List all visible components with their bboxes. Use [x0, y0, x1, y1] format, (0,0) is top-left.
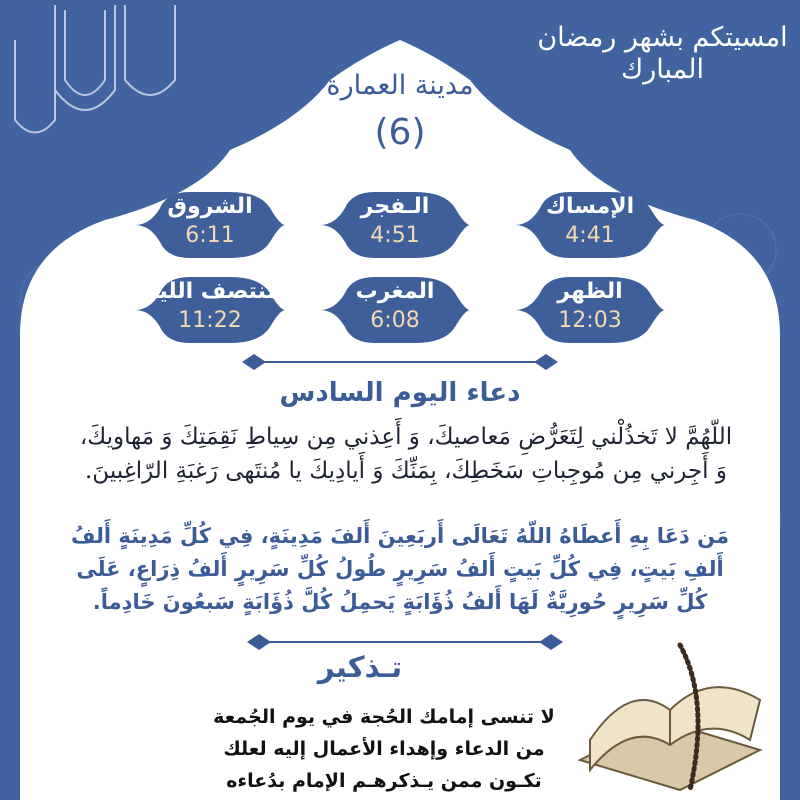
reminder-line: تكـون ممن يـذكرهـم الإمام بدُعاءه — [226, 770, 542, 792]
time-name: منتصف الليل — [139, 279, 281, 304]
city-name: مدينة العمارة — [326, 70, 474, 101]
time-name: الـفجر — [360, 194, 430, 219]
banner-text: امسيتكم بشهر رمضان المبارك — [537, 22, 788, 85]
time-card-shurooq — [135, 190, 325, 260]
dua-line: وَ أَجِرني مِن مُوجِباتِ سَخَطِكَ، بِمَنِّكَ وَ أَيادِيكَ يا مُنتَهى رَغبَةِ الرّاغِبينَ. — [85, 458, 727, 484]
time-name: المغرب — [355, 279, 435, 304]
reward-line: كُلِّ سَرِيرٍ حُورِيَّةٌ لَهَا أَلفُ ذُؤَابَةٍ يَحمِلُ كُلَّ ذُؤَابَةٍ سَبعُونَ خَادِماً. — [92, 590, 708, 614]
reward-line: مَن دَعَا بِهِ أَعطَاهُ اللّهُ تَعَالَى أَربَعِينَ أَلفَ مَدِينَةٍ، فِي كُلِّ مَدِينَةٍ أَلفُ — [71, 524, 729, 548]
reminder-line: لا تنسى إمامك الحُجة في يوم الجُمعة — [213, 706, 555, 728]
reminder-line: من الدعاء وإهداء الأعمال إليه لعلك — [223, 738, 545, 760]
time-card-dhuhr — [515, 275, 705, 345]
time-card-imsak — [515, 190, 705, 260]
dua-line: اللّهُمَّ لا تَخذُلْني لِتَعَرُّضِ مَعاصيكَ، وَ أَعِذني مِن سِياطِ نَقِمَتِكَ وَ مَهاويكَ، — [79, 424, 733, 450]
time-card-midnight — [135, 275, 325, 345]
reward-text — [55, 520, 745, 619]
time-value: 4:51 — [370, 223, 420, 248]
time-name: الإمساك — [545, 194, 635, 219]
lantern-decoration — [15, 5, 175, 133]
reminder-title: تـذكير — [317, 650, 403, 684]
time-value: 12:03 — [558, 308, 622, 333]
time-name: الشروق — [167, 194, 253, 219]
time-card-maghrib — [320, 275, 510, 345]
time-value: 6:11 — [185, 223, 235, 248]
time-card-fajr — [320, 190, 510, 260]
time-value: 11:22 — [178, 308, 242, 333]
dua-title: دعاء اليوم السادس — [279, 378, 521, 408]
ornament-divider — [240, 350, 560, 374]
reward-line: أَلفِ بَيتٍ، فِي كُلِّ بَيتٍ أَلفُ سَرِيرٍ طُولُ كُلِّ سَرِيرٍ أَلفُ ذِرَاعٍ، عَلَى — [76, 557, 724, 581]
time-value: 4:41 — [565, 223, 615, 248]
day-number: (6) — [374, 112, 426, 153]
ramadan-greeting-banner — [535, 14, 790, 94]
time-value: 6:08 — [370, 308, 420, 333]
quran-book-illustration — [560, 640, 780, 800]
dua-text — [28, 420, 784, 488]
time-name: الظهر — [557, 279, 623, 304]
